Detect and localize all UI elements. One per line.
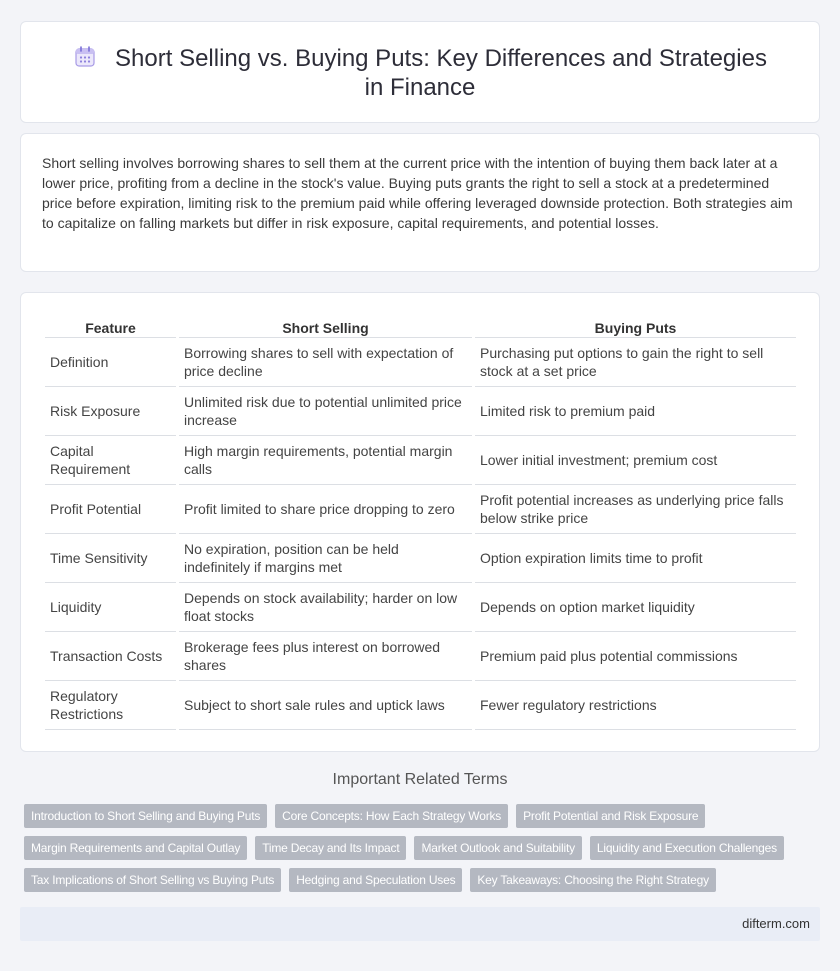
header-feature: Feature	[45, 313, 176, 338]
header-short-selling: Short Selling	[179, 313, 472, 338]
feature-cell: Profit Potential	[45, 485, 176, 534]
table-row	[45, 436, 796, 485]
short-selling-cell: No expiration, position can be held indefinitely if margins met	[179, 534, 472, 583]
table-row	[45, 681, 796, 730]
table-header-row	[45, 313, 796, 338]
related-term-tag[interactable]: Time Decay and Its Impact	[255, 836, 406, 860]
feature-cell: Transaction Costs	[45, 632, 176, 681]
table-row	[45, 338, 796, 387]
buying-puts-cell: Lower initial investment; premium cost	[475, 436, 796, 485]
table-row	[45, 632, 796, 681]
short-selling-cell: Borrowing shares to sell with expectation of price decline	[179, 338, 472, 387]
related-terms-title: Important Related Terms	[332, 771, 508, 788]
tag-row	[24, 868, 824, 900]
related-terms-tags	[24, 804, 824, 900]
page-title: Short Selling vs. Buying Puts: Key Differences and Strategies in Finance	[115, 45, 767, 101]
related-term-tag[interactable]: Profit Potential and Risk Exposure	[516, 804, 705, 828]
table-row	[45, 534, 796, 583]
comparison-card	[20, 292, 820, 752]
feature-cell: Time Sensitivity	[45, 534, 176, 583]
feature-cell: Liquidity	[45, 583, 176, 632]
tag-row	[24, 836, 824, 868]
short-selling-cell: Brokerage fees plus interest on borrowed shares	[179, 632, 472, 681]
related-term-tag[interactable]: Introduction to Short Selling and Buying Puts	[24, 804, 267, 828]
related-term-tag[interactable]: Hedging and Speculation Uses	[289, 868, 462, 892]
footer-site-link[interactable]: difterm.com	[742, 916, 810, 931]
related-term-tag[interactable]: Core Concepts: How Each Strategy Works	[275, 804, 508, 828]
feature-cell: Definition	[45, 338, 176, 387]
table-row	[45, 387, 796, 436]
footer-bar	[20, 907, 820, 941]
related-term-tag[interactable]: Market Outlook and Suitability	[414, 836, 581, 860]
table-row	[45, 485, 796, 534]
tag-row	[24, 804, 824, 836]
buying-puts-cell: Depends on option market liquidity	[475, 583, 796, 632]
calendar-icon	[73, 45, 97, 69]
intro-paragraph: Short selling involves borrowing shares to sell them at the current price with the intention of buying them back later at a lower price, profiting from a decline in the stock's value. Buying puts grants the right to sell a stock at a predetermined price before expiration, limiting risk to the premium paid while offering leveraged downside protection. Both strategies aim to capitalize on falling markets but differ in risk exposure, capital requirements, and potential losses.	[42, 155, 793, 231]
short-selling-cell: High margin requirements, potential margin calls	[179, 436, 472, 485]
related-term-tag[interactable]: Key Takeaways: Choosing the Right Strategy	[470, 868, 716, 892]
related-term-tag[interactable]: Tax Implications of Short Selling vs Buying Puts	[24, 868, 281, 892]
feature-cell: Regulatory Restrictions	[45, 681, 176, 730]
page-title-wrap	[61, 44, 779, 102]
buying-puts-cell: Premium paid plus potential commissions	[475, 632, 796, 681]
feature-cell: Risk Exposure	[45, 387, 176, 436]
short-selling-cell: Profit limited to share price dropping to zero	[179, 485, 472, 534]
intro-card	[20, 133, 820, 272]
buying-puts-cell: Profit potential increases as underlying price falls below strike price	[475, 485, 796, 534]
short-selling-cell: Depends on stock availability; harder on low float stocks	[179, 583, 472, 632]
feature-cell: Capital Requirement	[45, 436, 176, 485]
comparison-table	[42, 313, 799, 730]
related-term-tag[interactable]: Liquidity and Execution Challenges	[590, 836, 784, 860]
header-buying-puts: Buying Puts	[475, 313, 796, 338]
buying-puts-cell: Limited risk to premium paid	[475, 387, 796, 436]
short-selling-cell: Subject to short sale rules and uptick laws	[179, 681, 472, 730]
buying-puts-cell: Option expiration limits time to profit	[475, 534, 796, 583]
related-term-tag[interactable]: Margin Requirements and Capital Outlay	[24, 836, 247, 860]
buying-puts-cell: Fewer regulatory restrictions	[475, 681, 796, 730]
short-selling-cell: Unlimited risk due to potential unlimited price increase	[179, 387, 472, 436]
table-row	[45, 583, 796, 632]
header-card	[20, 21, 820, 123]
buying-puts-cell: Purchasing put options to gain the right to sell stock at a set price	[475, 338, 796, 387]
